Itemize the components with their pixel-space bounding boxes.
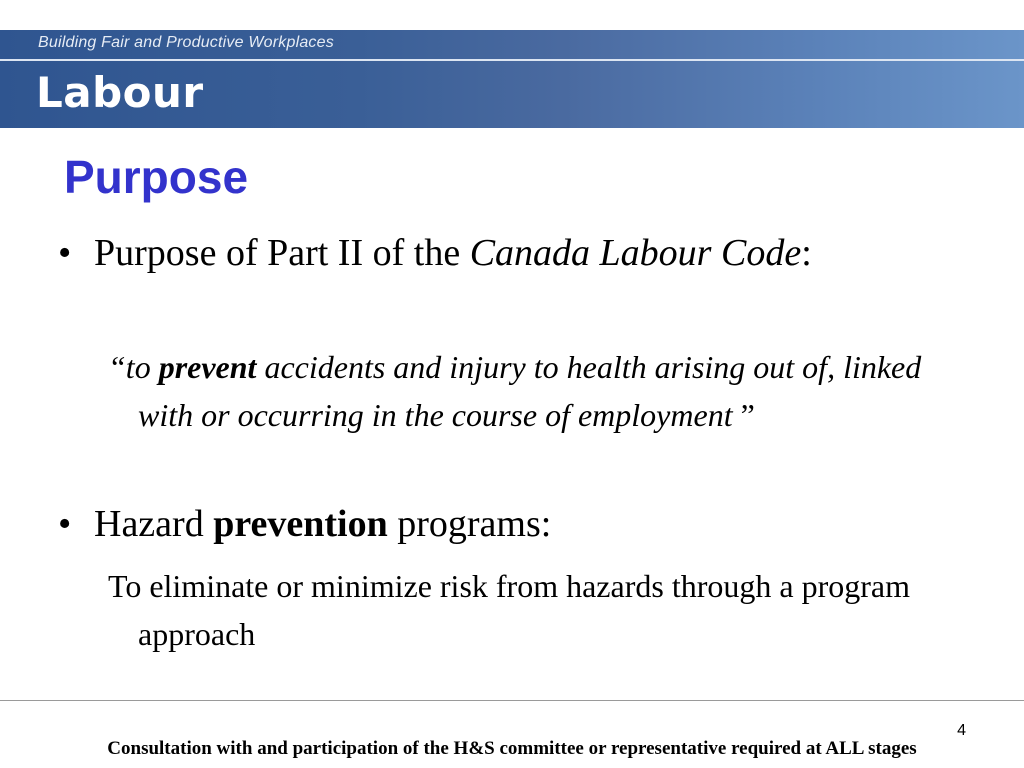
page-number: 4 [957, 722, 966, 739]
bullet-purpose-text-b: : [801, 232, 812, 274]
header-subtitle: Building Fair and Productive Workplaces [38, 34, 334, 51]
bullet-hazard-text [94, 497, 551, 551]
purpose-quote [108, 343, 938, 439]
hazard-emphasis: prevention [213, 503, 388, 545]
hazard-description: To eliminate or minimize risk from hazards through a program approach [108, 568, 910, 652]
bullet-purpose-text-a: Purpose of Part II of the [94, 232, 470, 274]
code-name: Canada Labour Code [469, 232, 802, 274]
bullet-hazard [58, 497, 878, 551]
bullet-dot: • [58, 232, 72, 274]
bullet-dot: • [58, 503, 72, 545]
header-divider [0, 59, 1024, 61]
bullet-hazard-text-b: programs: [387, 503, 552, 545]
header-banner [0, 30, 1024, 128]
bullet-purpose-text [94, 226, 812, 280]
bullet-purpose [58, 226, 878, 280]
footer-divider [0, 700, 1024, 701]
quote-rest: accidents and injury to health arising out of, linked with or occurring in the course of employment [138, 349, 922, 433]
quote-open: “to [108, 349, 159, 385]
header-title: Labour [36, 68, 204, 117]
footer-note: Consultation with and participation of the H&S committee or representative required at ALL stages [107, 738, 917, 759]
quote-emphasis: prevent [158, 349, 257, 385]
bullet-hazard-text-a: Hazard [94, 503, 214, 545]
slide-title: Purpose [64, 151, 249, 203]
quote-close: ” [740, 397, 755, 433]
